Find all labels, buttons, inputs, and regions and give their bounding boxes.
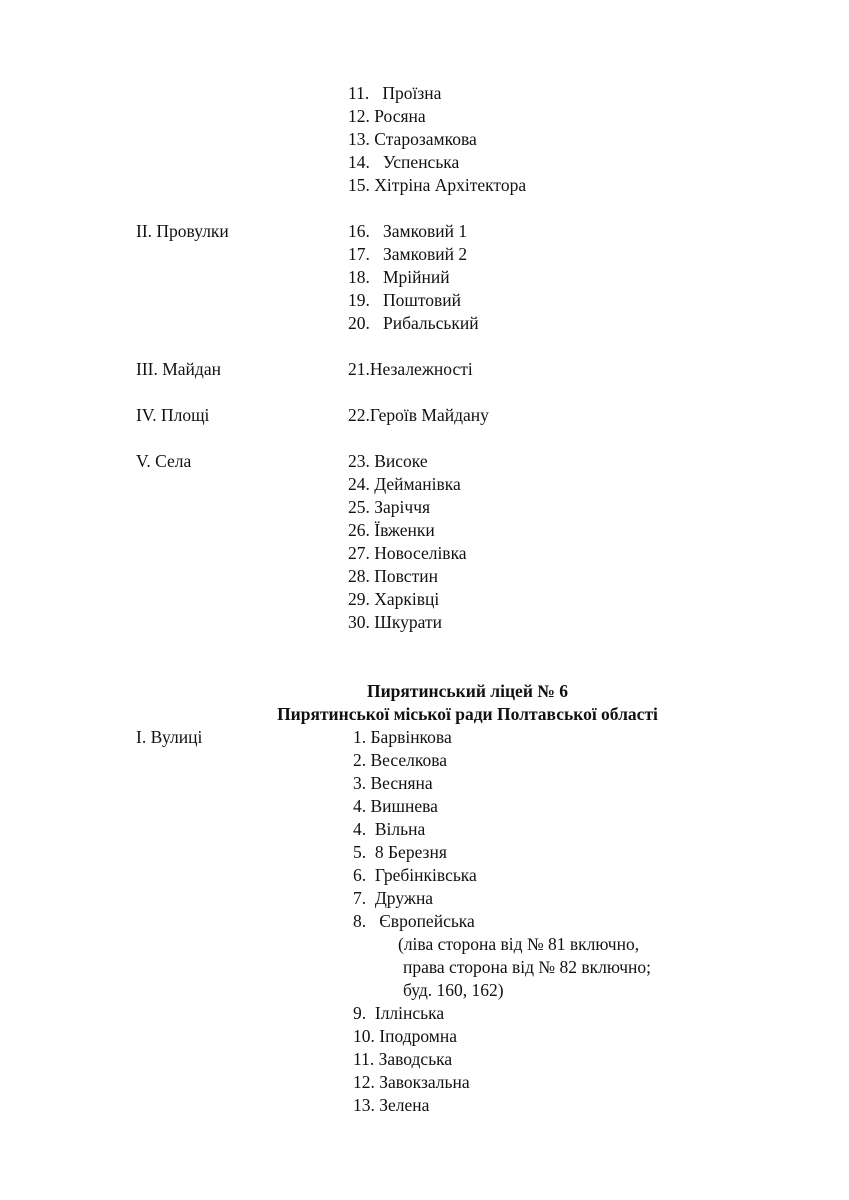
list-item: 6. Гребінківська [353,865,477,885]
list-item: 29. Харківці [348,589,440,609]
list-item: буд. 160, 162) [403,980,504,1000]
list-item: 10. Іподромна [353,1026,457,1046]
list-item: 30. Шкурати [348,612,442,632]
list-item: (ліва сторона від № 81 включно, [398,934,640,954]
list-item: 8. Європейська [353,911,475,931]
list-item: 3. Весняна [353,773,433,793]
list-item: 12. Завокзальна [353,1072,470,1092]
list-item: 21.Незалежності [348,359,473,379]
list-item: 11. Заводська [353,1049,453,1069]
section-label: V. Села [136,451,192,471]
list-item: 22.Героїв Майдану [348,405,489,425]
list-item: 26. Ївженки [348,520,435,540]
section-label: IV. Площі [136,405,210,425]
list-item: 7. Дружна [353,888,434,908]
list-item: 2. Веселкова [353,750,448,770]
school-subtitle: Пирятинської міської ради Полтавської області [277,704,658,724]
list-item: 9. Іллінська [353,1003,445,1023]
list-item: 23. Високе [348,451,428,471]
list-item: 11. Проїзна [348,83,442,103]
list-item: 27. Новоселівка [348,543,467,563]
section-label: I. Вулиці [136,727,203,747]
list-item: 19. Поштовий [348,290,462,310]
list-item: 25. Заріччя [348,497,431,517]
list-item: 24. Дейманівка [348,474,461,494]
list-item: 17. Замковий 2 [348,244,468,264]
list-item: 13. Зелена [353,1095,430,1115]
school-title: Пирятинський ліцей № 6 [366,681,568,701]
list-item: 16. Замковий 1 [348,221,468,241]
list-item: 13. Старозамкова [348,129,477,149]
list-item: 14. Успенська [348,152,460,172]
list-item: 15. Хітріна Архітектора [348,175,527,195]
list-item: 5. 8 Березня [353,842,447,862]
list-item: 18. Мрійний [348,267,450,287]
list-item: 4. Вільна [353,819,426,839]
list-item: права сторона від № 82 включно; [403,957,652,977]
list-item: 1. Барвінкова [353,727,452,747]
section-label: II. Провулки [136,221,229,241]
list-item: 20. Рибальський [348,313,479,333]
list-item: 28. Повстин [348,566,438,586]
list-item: 12. Росяна [348,106,426,126]
section-label: III. Майдан [136,359,221,379]
list-item: 4. Вишнева [353,796,438,816]
